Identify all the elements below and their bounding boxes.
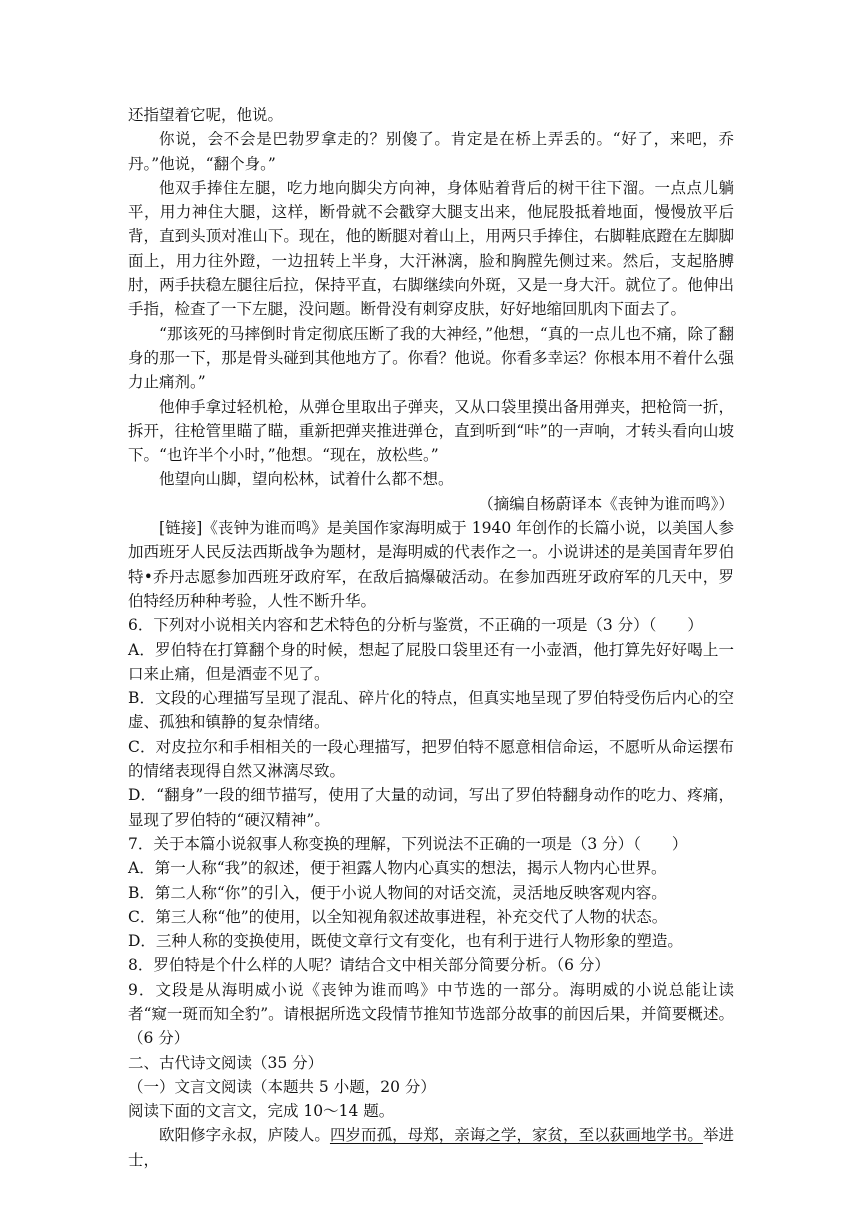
paragraph: 你说，会不会是巴勃罗拿走的？别傻了。肯定是在桥上弄丢的。“好了，来吧，乔丹。”他说，“翻个身。”: [128, 130, 734, 173]
question-9: 9．文段是从海明威小说《丧钟为谁而鸣》中节选的一部分。海明威的小说总能让读者“窥一斑而知全豹”。请根据所选文段情节推知节选部分故事的前因后果，并简要概述。（6 分）: [128, 980, 734, 1048]
paragraph: 他望向山脚，望向松林，试着什么都不想。: [159, 470, 454, 489]
link-note: [链接]《丧钟为谁而鸣》是美国作家海明威于 1940 年创作的长篇小说，以美国人参加西班牙人民反法西斯战争为题材，是海明威的代表作之一。小说讲述的是美国青年罗伯特•乔丹志愿参加西班牙政府军，在敌后搞爆破活动。在参加西班牙政府军的几天中，罗伯特经历种种考验，人性不断升华。: [128, 519, 734, 610]
option-6a: A．罗伯特在打算翻个身的时候，想起了屁股口袋里还有一小壶酒，他打算先好好喝上一口来止痛，但是酒壶不见了。: [128, 640, 734, 683]
option-6b: B．文段的心理描写呈现了混乱、碎片化的特点，但真实地呈现了罗伯特受伤后内心的空虚、孤独和镇静的复杂情绪。: [128, 689, 734, 732]
question-7: 7．关于本篇小说叙事人称变换的理解，下列说法不正确的一项是（3 分）（ ）: [128, 834, 688, 853]
option-7d: D．三种人称的变换使用，既使文章行文有变化，也有利于进行人物形象的塑造。: [128, 932, 683, 951]
option-7a: A．第一人称“我”的叙述，便于袒露人物内心真实的想法，揭示人物内心世界。: [128, 859, 667, 878]
question-8: 8．罗伯特是个什么样的人呢？请结合文中相关部分简要分析。（6 分）: [128, 956, 610, 975]
instruction: 阅读下面的文言文，完成 10～14 题。: [128, 1102, 395, 1121]
option-6d: D．“翻身”一段的细节描写，使用了大量的动词，写出了罗伯特翻身动作的吃力、疼痛，显现了罗伯特的“硬汉精神”。: [128, 786, 734, 829]
classical-text-paragraph: [128, 1123, 734, 1172]
question-6: 6．下列对小说相关内容和艺术特色的分析与鉴赏，不正确的一项是（3 分）（ ）: [128, 616, 703, 635]
option-7b: B．第二人称“你”的引入，便于小说人物间的对话交流，灵活地反映客观内容。: [128, 883, 667, 902]
subsection-heading: （一）文言文阅读（本题共 5 小题，20 分）: [128, 1077, 436, 1096]
classical-text-continued: 举进士，: [128, 1126, 734, 1169]
paragraph: 他伸手拿过轻机枪，从弹仓里取出子弹夹，又从口袋里摸出备用弹夹，把枪筒一折，拆开，往枪管里瞄了瞄，重新把弹夹推进弹仓，直到听到“咔”的一声响，才转头看向山坡下。“也许半个小时，”他想。“现在，放松些。”: [128, 397, 734, 465]
section-heading: 二、古代诗文阅读（35 分）: [128, 1053, 324, 1072]
option-6c: C．对皮拉尔和手相相关的一段心理描写，把罗伯特不愿意相信命运，不愿听从命运摆布的情绪表现得自然又淋漓尽致。: [128, 737, 734, 781]
classical-text-plain: 欧阳修字永叔，庐陵人。: [159, 1126, 330, 1145]
paragraph: 他双手捧住左腿，吃力地向脚尖方向神，身体贴着背后的树干往下溜。一点点儿躺平，用力神住大腿，这样，断骨就不会戳穿大腿支出来，他屁股抵着地面，慢慢放平后背，直到头顶对准山下。现在，他的断腿对着山上，用两只手捧住，右脚鞋底蹬在左脚脚面上，用力往外蹬，一边扭转上半身，大汗淋漓，脸和胸膛先侧过来。然后，支起胳膊肘，两手扶稳左腿往后拉，保持平直，右脚继续向外斑，又是一身大汗。就位了。他伸出手指，检查了一下左腿，没问题。断骨没有刺穿皮肤，好好地缩回肌肉下面去了。: [128, 178, 734, 319]
paragraph: “那该死的马摔倒时肯定彻底压断了我的大神经，”他想，“真的一点儿也不痛，除了翻身的那一下，那是骨头碰到其他地方了。你看？他说。你看多幸运？你根本用不着什么强力止痛剂。”: [128, 324, 734, 392]
option-7c: C．第三人称“他”的使用，以全知视角叙述故事进程，补充交代了人物的状态。: [128, 907, 668, 926]
source-citation: （摘编自杨蔚译本《丧钟为谁而鸣》）: [478, 494, 734, 513]
classical-text-underlined: 四岁而孤，母郑，亲诲之学，家贫，至以荻画地学书。: [329, 1126, 703, 1145]
text-line: 还指望着它呢，他说。: [128, 106, 284, 124]
document-body: [128, 103, 734, 1172]
